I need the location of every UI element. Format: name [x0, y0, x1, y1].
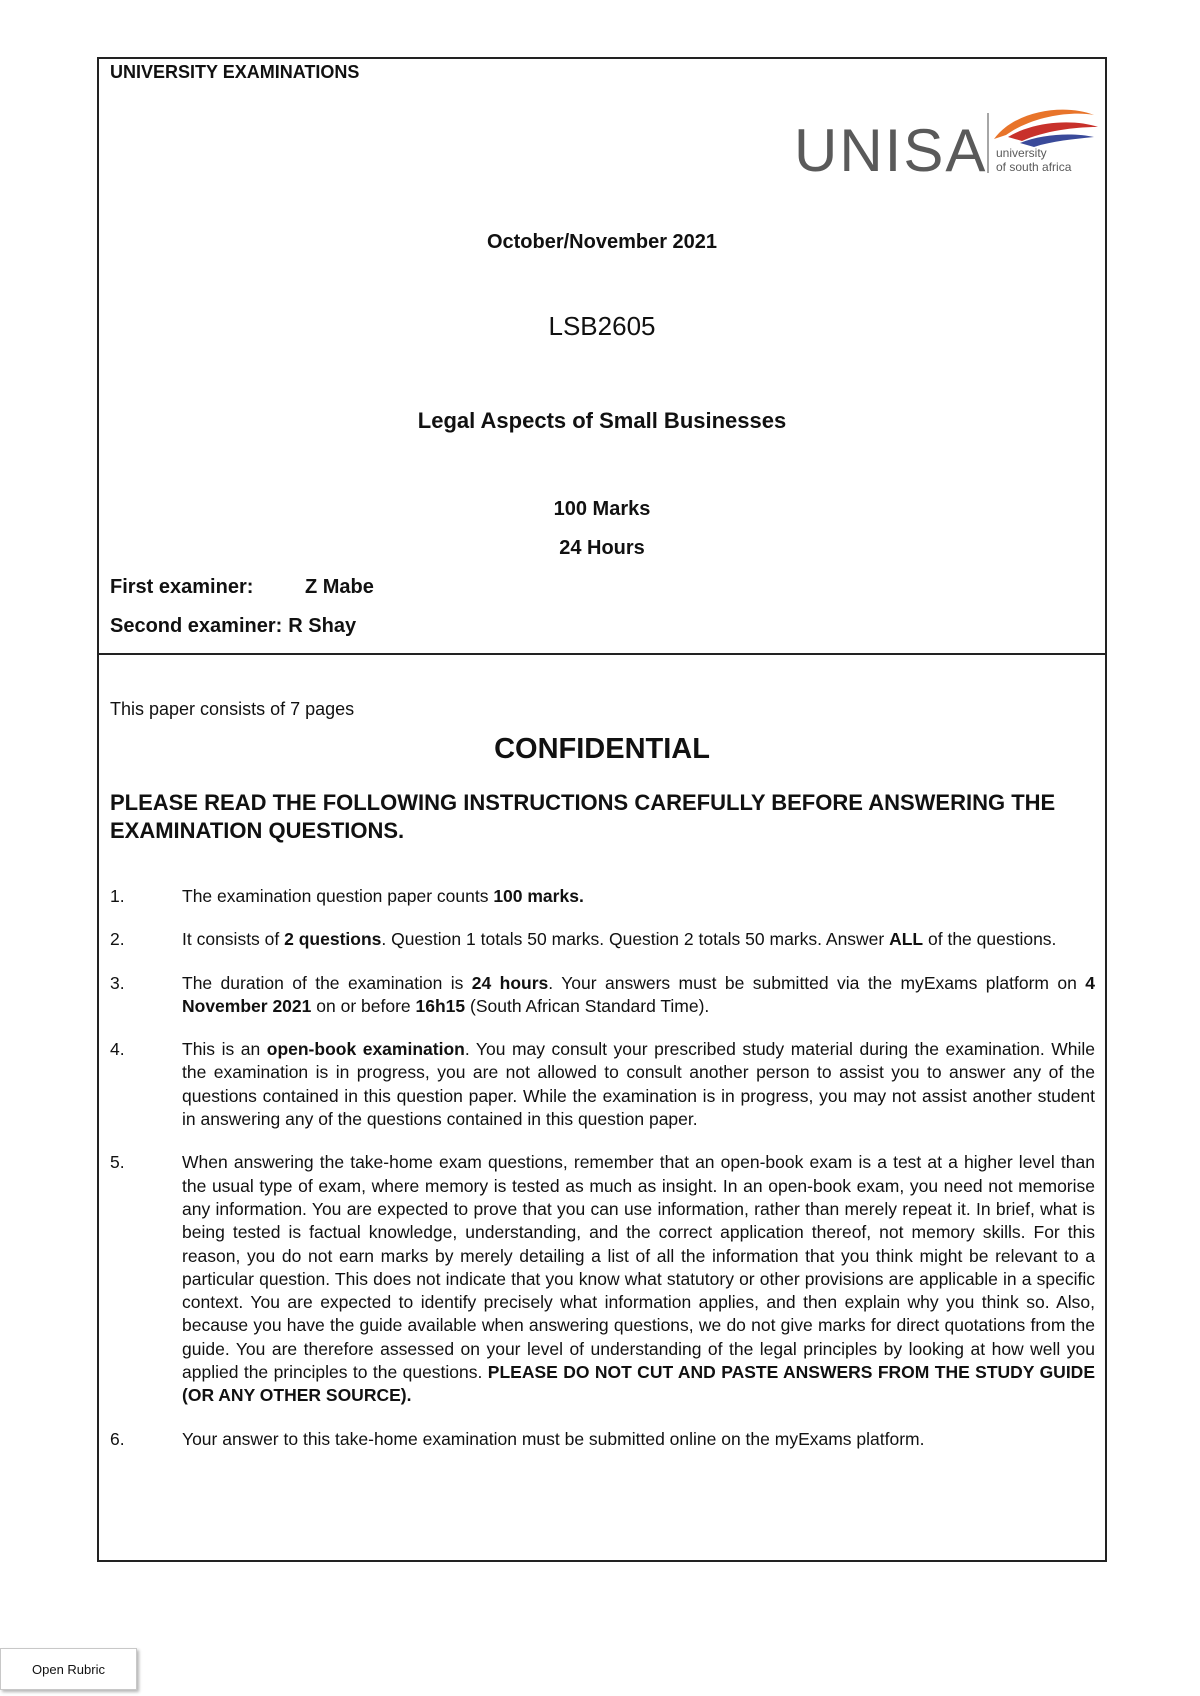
- instruction-item: [110, 928, 1095, 951]
- instruction-number: 3.: [110, 972, 125, 993]
- instruction-emphasis: ALL: [889, 929, 924, 950]
- instruction-text-segment: (South African Standard Time).: [465, 995, 710, 1016]
- first-examiner-label: First examiner:: [110, 576, 254, 598]
- university-examinations-label: UNIVERSITY EXAMINATIONS: [110, 62, 360, 82]
- module-name: Legal Aspects of Small Businesses: [417, 408, 787, 433]
- exam-cover-page: [97, 57, 1107, 1562]
- instruction-text-segment: Your answer to this take-home examination must be submitted online on the myExams platform.: [182, 1428, 925, 1449]
- second-examiner-name: R Shay: [288, 615, 357, 637]
- instruction-number: 1.: [110, 886, 125, 906]
- instruction-text-segment: on or before: [311, 995, 416, 1016]
- instruction-emphasis: 4 November 2021: [182, 972, 1095, 1016]
- instruction-text-segment: . Your answers must be submitted via the myExams platform on: [548, 972, 1086, 993]
- instruction-item: [110, 1428, 1095, 1451]
- unisa-logo-tagline-2: of south africa: [996, 160, 1072, 174]
- second-examiner-label: Second examiner:: [110, 615, 283, 637]
- instruction-item: [110, 972, 1095, 1019]
- instruction-item: [110, 885, 1095, 908]
- instruction-text-segment: . You may consult your prescribed study material during the examination. While the examination is in progress, you are not allowed to consult another person to assist you to answer any of the questions contained in this question paper. While the examination is in progress, you may not assist another student in answering any of the questions contained in this question paper.: [182, 1039, 1096, 1130]
- instruction-text: [182, 1038, 1095, 1131]
- instruction-item: [110, 1038, 1095, 1131]
- confidential-heading: CONFIDENTIAL: [494, 733, 710, 765]
- instruction-text-segment: It consists of: [182, 929, 285, 950]
- instruction-emphasis: 16h15: [415, 995, 466, 1016]
- section-divider: [99, 653, 1105, 655]
- instruction-text: [182, 928, 1095, 951]
- exam-duration: 24 Hours: [559, 537, 645, 559]
- instruction-number: 5.: [110, 1152, 125, 1173]
- unisa-logo: [794, 101, 1104, 181]
- exam-session: October/November 2021: [486, 231, 718, 253]
- instruction-emphasis: PLEASE DO NOT CUT AND PASTE ANSWERS FROM THE STUDY GUIDE (OR ANY OTHER SOURCE).: [182, 1362, 1095, 1406]
- instruction-emphasis: 2 questions: [284, 929, 382, 950]
- instruction-text-segment: When answering the take-home exam questions, remember that an open-book exam is a test at a higher level than the usual type of exam, where memory is tested as much as insight. In an open-book exam, you need not memorise any information. You are expected to prove that you can use information, rather than merely repeat it. In brief, what is being tested is factual knowledge, understanding, and the correct application thereof, not memory skills. For this reason, you do not earn marks by merely detailing a list of all the information that you think might be relevant to a particular question. This does not indicate that you know what statutory or other provisions are applicable in a specific context. You are expected to identify precisely what information applies, and then explain why you think so. Also, because you have the guide available when answering questions, we do not give marks for direct quotations from the guide. You are therefore assessed on your level of understanding of the legal principles by looking at how well you applied the principles to the questions.: [182, 1152, 1095, 1383]
- pages-note: This paper consists of 7 pages: [110, 699, 355, 719]
- instruction-text-segment: The examination question paper counts: [182, 886, 494, 906]
- second-examiner: [110, 615, 356, 638]
- instruction-text-segment: This is an: [182, 1039, 267, 1060]
- module-code: LSB2605: [548, 311, 656, 341]
- instruction-text-segment: The duration of the examination is: [182, 972, 472, 993]
- instruction-item: [110, 1151, 1095, 1407]
- instruction-emphasis: 100 marks.: [493, 886, 584, 906]
- instruction-text-segment: of the questions.: [923, 929, 1057, 950]
- unisa-logo-wordmark: UNISA: [794, 117, 988, 181]
- instruction-emphasis: open-book examination: [266, 1039, 465, 1060]
- instruction-text: [182, 1428, 1095, 1451]
- instruction-text: [182, 885, 1095, 908]
- instructions-list: [110, 885, 1095, 1471]
- instruction-number: 6.: [110, 1428, 125, 1449]
- first-examiner: [110, 576, 374, 599]
- instructions-heading: PLEASE READ THE FOLLOWING INSTRUCTIONS CAREFULLY BEFORE ANSWERING THE EXAMINATION QUESTIONS.: [110, 790, 1056, 843]
- instruction-emphasis: 24 hours: [471, 972, 549, 993]
- instruction-number: 4.: [110, 1039, 125, 1060]
- first-examiner-name: Z Mabe: [305, 576, 374, 598]
- instruction-text-segment: . Question 1 totals 50 marks. Question 2 totals 50 marks. Answer: [381, 929, 890, 950]
- instruction-text: [182, 1151, 1095, 1407]
- open-rubric-button[interactable]: Open Rubric: [0, 1648, 137, 1690]
- instruction-number: 2.: [110, 929, 125, 950]
- total-marks: 100 Marks: [553, 498, 651, 520]
- instruction-text: [182, 972, 1095, 1019]
- unisa-logo-tagline-1: university: [996, 146, 1047, 160]
